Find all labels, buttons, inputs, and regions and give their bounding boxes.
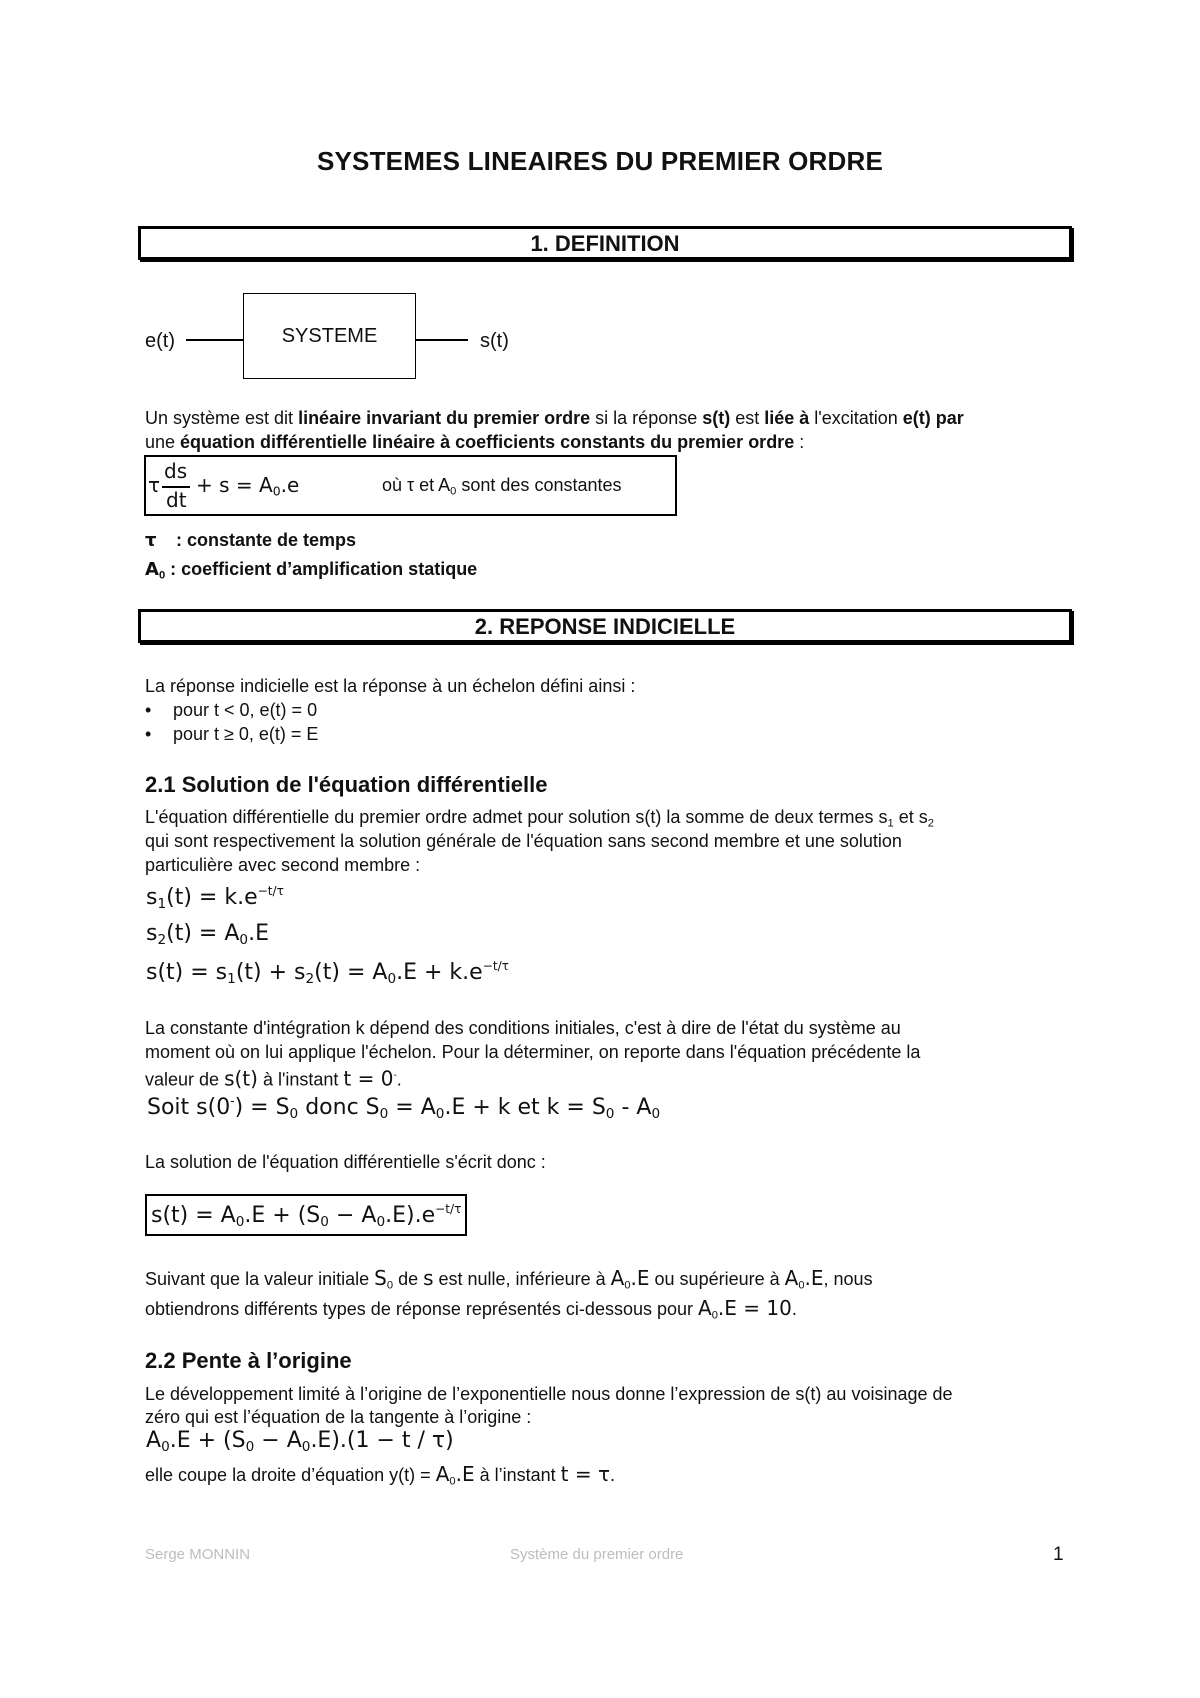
eq-tau: τ [148, 473, 161, 497]
diagram-output-label: s(t) [480, 330, 509, 352]
equation-s2: $s_2(t) = A_0.E$ [146, 921, 269, 949]
subsection-heading-2-2: 2.2 Pente à l’origine [145, 1348, 352, 1373]
step-intro: La réponse indicielle est la réponse à un échelon défini ainsi : [145, 676, 636, 696]
footer-author: Serge MONNIN [145, 1546, 251, 1563]
sub22-paragraph-line-3: elle coupe la droite d’équation $y(t) = A_0.E$ à l’instant t = τ. [145, 1462, 616, 1488]
sub21-paragraph-line-8: Suivant que la valeur initiale $S_0$ de s est nulle, inférieure à $A_0.E$ ou supérieure à $A_0.E$, nous [145, 1266, 873, 1292]
system-block: SYSTEME [243, 293, 416, 379]
sub22-paragraph-line-2: zéro qui est l’équation de la tangente à l’origine : [145, 1407, 532, 1427]
section-heading-definition: 1. DEFINITION [138, 226, 1072, 260]
output-wire [416, 339, 468, 341]
sub21-paragraph-line-7: La solution de l'équation différentielle s'écrit donc : [145, 1152, 546, 1172]
sub21-paragraph-line-6: valeur de s(t) à l'instant t = 0-. [145, 1066, 402, 1091]
sub21-paragraph-line-1: L'équation différentielle du premier ordre admet pour solution s(t) la somme de deux termes $s_1$ et $s_2$ [145, 807, 934, 830]
footer-course: Système du premier ordre [510, 1546, 684, 1563]
eq-right-side: + $s = A_0.e$ [196, 473, 300, 499]
page-number: 1 [1053, 1544, 1064, 1565]
sub21-paragraph-line-3: particulière avec second membre : [145, 855, 421, 875]
input-wire [186, 339, 243, 341]
list-item: • pour t ≥ 0, e(t) = E [145, 724, 319, 744]
a0-definition: $A_0$ : coefficient d’amplification statique [145, 559, 478, 582]
solution-equation: $s(t) = A_0.E + (S_0 - A_0.E).e^{-t/\tau}$ [151, 1202, 462, 1231]
eq-note: où τ et $A_0$ sont des constantes [382, 475, 622, 498]
tangent-equation: $A_0.E + (S_0 - A_0.E).(1 - t / \tau)$ [146, 1428, 454, 1456]
list-item: • pour t < 0, e(t) = 0 [145, 700, 318, 720]
sub21-paragraph-line-4: La constante d'intégration k dépend des conditions initiales, c'est à dire de l'état du système au [145, 1018, 901, 1038]
sub21-paragraph-line-5: moment où on lui applique l'échelon. Pour la déterminer, on reporte dans l'équation précédente la [145, 1042, 921, 1062]
equation-s-total: $s(t) = s_1(t) + s_2(t) = A_0.E + k.e^{-t/\tau}$ [146, 959, 509, 988]
equation-s1: $s_1(t) = k.e^{-t/\tau}$ [146, 884, 284, 913]
sub21-paragraph-line-9: obtiendrons différents types de réponse représentés ci-dessous pour $A_0.E = 10$. [145, 1296, 797, 1322]
tau-definition: τ : constante de temps [145, 530, 357, 551]
eq-numerator: ds [164, 459, 188, 483]
solution-box [145, 1194, 467, 1236]
sub21-paragraph-line-2: qui sont respectivement la solution générale de l'équation sans second membre et une solution [145, 831, 902, 851]
eq-denominator: dt [166, 488, 187, 512]
definition-line-2: une équation différentielle linéaire à coefficients constants du premier ordre : [145, 432, 805, 452]
page-title: SYSTEMES LINEAIRES DU PREMIER ORDRE [316, 146, 884, 176]
diagram-input-label: e(t) [145, 330, 175, 352]
subsection-heading-2-1: 2.1 Solution de l'équation différentielle [145, 772, 548, 797]
section-heading-step-response: 2. REPONSE INDICIELLE [138, 609, 1072, 643]
definition-line-1: Un système est dit linéaire invariant du premier ordre si la réponse s(t) est liée à l'excitation e(t) par [145, 408, 964, 428]
sub22-paragraph-line-1: Le développement limité à l’origine de l’exponentielle nous donne l’expression de s(t) au voisinage de [145, 1384, 953, 1404]
initial-condition-equation: Soit $s(0^-) = S_0$ donc $S_0 = A_0.E + k$ et $k = S_0 - A_0$ [147, 1094, 661, 1123]
differential-equation-box [144, 455, 677, 516]
